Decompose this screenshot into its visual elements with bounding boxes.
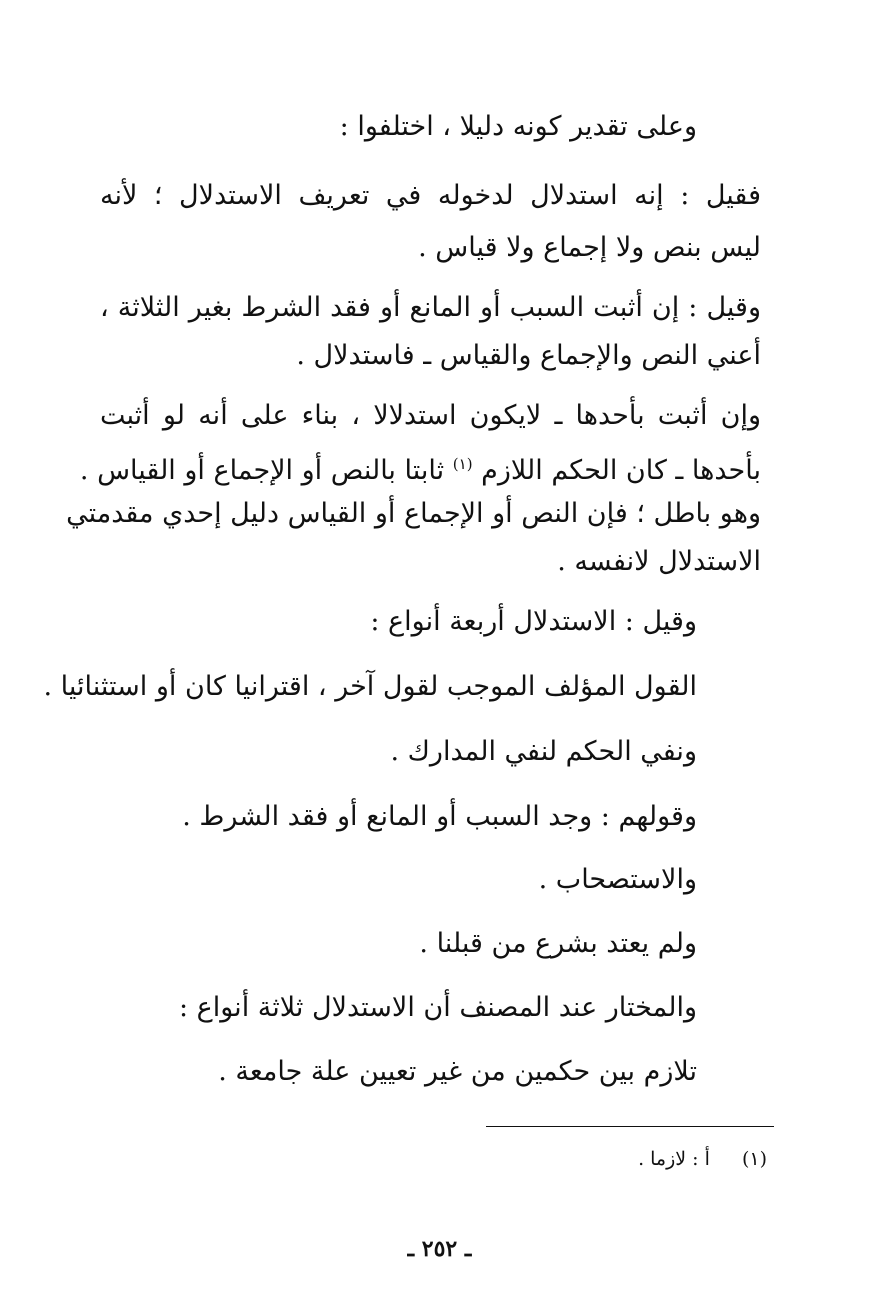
text-line: أعني النص والإجماع والقياس ـ فاستدلال . <box>296 340 761 371</box>
text-line: ولم يعتد بشرع من قبلنا . <box>419 928 697 959</box>
footnote-text: أ : لازما . <box>638 1148 710 1170</box>
text-line: الاستدلال لانفسه . <box>557 546 761 577</box>
text-segment: ثابتا بالنص أو الإجماع أو القياس . <box>79 455 445 486</box>
text-line: ليس بنص ولا إجماع ولا قياس . <box>418 232 761 263</box>
text-line: والمختار عند المصنف أن الاستدلال ثلاثة أنواع : <box>178 992 697 1023</box>
text-line: ونفي الحكم لنفي المدارك . <box>390 736 697 767</box>
text-line <box>79 442 761 486</box>
text-line: وهو باطل ؛ فإن النص أو الإجماع أو القياس دليل إحدي مقدمتي <box>66 498 761 529</box>
page-number: ـ ٢٥٢ ـ <box>407 1236 472 1262</box>
text-line: وقيل : الاستدلال أربعة أنواع : <box>370 606 697 637</box>
footnote-separator <box>486 1126 774 1127</box>
text-line: فقيل : إنه استدلال لدخوله في تعريف الاستدلال ؛ لأنه <box>100 180 761 211</box>
text-line: وعلى تقدير كونه دليلا ، اختلفوا : <box>339 111 697 142</box>
text-line: وقيل : إن أثبت السبب أو المانع أو فقد الشرط بغير الثلاثة ، <box>100 292 761 323</box>
footnote-number: (١) <box>741 1148 767 1170</box>
footnote-reference: (١) <box>452 455 473 473</box>
footnote <box>638 1144 767 1174</box>
text-line: وإن أثبت بأحدها ـ لايكون استدلالا ، بناء على أنه لو أثبت <box>100 400 761 431</box>
text-line: والاستصحاب . <box>538 864 697 895</box>
text-line: وقولهم : وجد السبب أو المانع أو فقد الشرط . <box>182 801 697 832</box>
text-line: تلازم بين حكمين من غير تعيين علة جامعة . <box>218 1056 697 1087</box>
text-line: القول المؤلف الموجب لقول آخر ، اقترانيا كان أو استثنائيا . <box>43 671 697 702</box>
text-segment: بأحدها ـ كان الحكم اللازم <box>481 455 761 486</box>
